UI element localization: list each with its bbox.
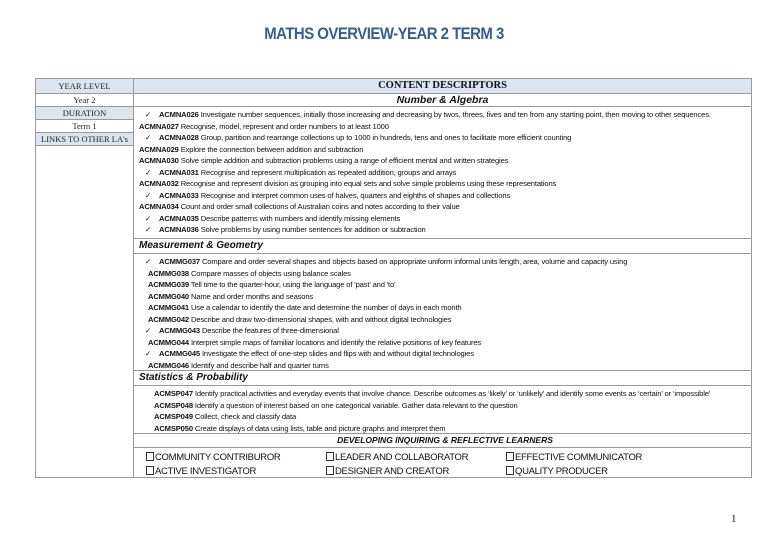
section-title: Statistics & Probability (134, 371, 751, 386)
descriptor-text: Investigate number sequences, initially those increasing and decreasing by twos, threes, fives and ten from any starting point, then moving to other sequences. (200, 110, 711, 119)
content-column (134, 79, 751, 477)
descriptor-code: ACMNA036 (159, 225, 199, 234)
descriptor-text: Describe patterns with numbers and identify missing elements (200, 213, 401, 223)
descriptor-code: ACMMG042 (148, 314, 189, 324)
descriptor-item (139, 268, 743, 280)
descriptor-code: ACMNA035 (159, 213, 199, 223)
descriptor-text: Investigate the effect of one-step slides and flips with and without digital technologies (201, 349, 474, 358)
descriptor-item (139, 279, 743, 291)
descriptor-code: ACMNA032 (139, 179, 179, 188)
descriptor-item (139, 337, 743, 349)
learner-option[interactable] (326, 451, 506, 465)
section-title: Measurement & Geometry (134, 239, 751, 254)
year-value: Year 2 (36, 94, 133, 107)
descriptor-item (139, 411, 743, 423)
descriptor-item (139, 348, 743, 360)
descriptor-item (139, 291, 743, 303)
content-header: CONTENT DESCRIPTORS (134, 79, 751, 94)
descriptor-code: ACMNA026 (159, 110, 199, 119)
descriptor-item (139, 132, 743, 144)
descriptor-item (139, 144, 743, 156)
descriptor-item (139, 360, 743, 372)
descriptor-code: ACMSP047 (154, 389, 193, 398)
descriptor-text: Describe and draw two-dimensional shapes, with and without digital technologies (190, 314, 452, 324)
learners-grid (134, 448, 751, 479)
descriptor-item (139, 213, 743, 225)
descriptor-text: Count and order small collections of Australian coins and notes according to their value (180, 202, 460, 211)
descriptor-text: Recognise and interpret common uses of halves, quarters and eighths of shapes and collections (200, 190, 511, 200)
descriptor-code: ACMNA027 (139, 121, 179, 131)
descriptor-text: Compare and order several shapes and objects based on appropriate uniform informal units length, area, volume and capacity using (201, 257, 628, 266)
learner-option[interactable] (146, 451, 326, 465)
descriptor-code: ACMNA031 (159, 167, 199, 177)
learner-option[interactable] (146, 465, 326, 479)
learner-option[interactable] (506, 465, 686, 479)
descriptor-code: ACMNA033 (159, 190, 199, 200)
descriptor-text: Recognise and represent multiplication as repeated addition, groups and arrays (200, 167, 457, 177)
page-number: 1 (731, 513, 737, 525)
descriptor-item (139, 325, 743, 337)
checkbox[interactable] (146, 466, 154, 475)
descriptor-code: ACMMG040 (148, 291, 189, 301)
descriptor-text: Describe the features of three-dimensional (201, 326, 339, 335)
descriptor-text: Identify a question of interest based on one categorical variable. Gather data relevant to the question (194, 400, 518, 410)
learner-option[interactable] (326, 465, 506, 479)
checkbox[interactable] (506, 466, 514, 475)
checkmark-icon: ✓ (145, 213, 152, 223)
learner-label: EFFECTIVE COMMUNICATOR (515, 452, 643, 463)
section-body (134, 386, 751, 434)
descriptor-code: ACMNA029 (139, 144, 179, 154)
descriptor-text: Tell time to the quarter-hour, using the language of 'past' and 'to' (190, 280, 396, 289)
descriptor-item (139, 178, 743, 190)
descriptor-text: Interpret simple maps of familiar locations and identify the relative positions of key features (190, 337, 482, 347)
learner-label: LEADER AND COLLABORATOR (335, 452, 469, 463)
descriptor-text: Identify practical activities and everyday events that involve chance. Describe outcomes as ‘likely’ or ‘unlikely’ and identify some events as ‘certain’ or ‘impossible’ (194, 389, 711, 398)
learner-label: DESIGNER AND CREATOR (335, 466, 450, 477)
descriptor-code: ACMMG044 (148, 337, 189, 347)
descriptor-code: ACMMG045 (159, 349, 200, 358)
duration-label: DURATION (36, 107, 133, 120)
checkbox[interactable] (506, 452, 514, 461)
checkmark-icon: ✓ (145, 326, 152, 335)
checkmark-icon: ✓ (145, 190, 152, 200)
checkbox[interactable] (146, 452, 154, 461)
descriptor-item (139, 314, 743, 326)
descriptor-item (139, 256, 743, 268)
descriptor-text: Solve simple addition and subtraction problems using a range of efficient mental and written strategies (180, 156, 509, 165)
descriptor-item (139, 201, 743, 213)
checkmark-icon: ✓ (145, 133, 152, 142)
descriptor-item (139, 224, 743, 236)
descriptor-text: Explore the connection between addition and subtraction (180, 144, 364, 154)
overview-table (35, 78, 752, 478)
duration-value: Term 1 (36, 120, 133, 133)
descriptor-code: ACMNA034 (139, 202, 179, 211)
descriptor-text: Group, partition and rearrange collections up to 1000 in hundreds, tens and ones to facilitate more efficient counting (200, 133, 572, 142)
descriptor-item (139, 388, 743, 400)
checkmark-icon: ✓ (145, 110, 152, 119)
section-body (134, 107, 751, 239)
section-body (134, 254, 751, 371)
descriptor-code: ACMNA030 (139, 156, 179, 165)
learner-option[interactable] (506, 451, 686, 465)
descriptor-code: ACMSP048 (154, 400, 193, 410)
descriptor-code: ACMSP049 (154, 412, 193, 421)
links-label: LINKS TO OTHER LA's (36, 133, 133, 146)
page-title: MATHS OVERVIEW-YEAR 2 TERM 3 (264, 24, 504, 43)
descriptor-code: ACMMG046 (148, 360, 189, 370)
checkmark-icon: ✓ (145, 167, 152, 177)
descriptor-text: Identify and describe half and quarter turns (190, 360, 329, 370)
descriptor-code: ACMMG038 (148, 268, 189, 278)
checkbox[interactable] (326, 452, 334, 461)
checkmark-icon: ✓ (145, 257, 152, 266)
left-column (36, 79, 134, 477)
descriptor-text: Use a calendar to identify the date and determine the number of days in each month (190, 303, 462, 312)
descriptor-text: Solve problems by using number sentences for addition or subtraction (200, 225, 426, 234)
descriptor-text: Collect, check and classify data (194, 412, 297, 421)
descriptor-code: ACMNA028 (159, 133, 199, 142)
descriptor-item (139, 121, 743, 133)
descriptor-code: ACMSP050 (154, 423, 193, 433)
learner-label: COMMUNITY CONTRIBUROR (155, 452, 281, 463)
descriptor-item (139, 400, 743, 412)
descriptor-code: ACMMG037 (159, 257, 200, 266)
descriptor-item (139, 155, 743, 167)
descriptor-item (139, 302, 743, 314)
checkbox[interactable] (326, 466, 334, 475)
descriptor-text: Recognise and represent division as grouping into equal sets and solve simple problems using these representations (180, 179, 557, 188)
year-level-label: YEAR LEVEL (36, 79, 133, 94)
descriptor-item (139, 190, 743, 202)
descriptor-text: Name and order months and seasons (190, 291, 314, 301)
descriptor-code: ACMMG039 (148, 280, 189, 289)
learners-title: DEVELOPING INQUIRING & REFLECTIVE LEARNERS (134, 434, 751, 448)
descriptor-item (139, 423, 743, 435)
descriptor-code: ACMMG041 (148, 303, 189, 312)
checkmark-icon: ✓ (145, 225, 152, 234)
checkmark-icon: ✓ (145, 349, 152, 358)
descriptor-code: ACMMG043 (159, 326, 200, 335)
descriptor-text: Recognise, model, represent and order numbers to at least 1000 (180, 121, 389, 131)
section-title: Number & Algebra (134, 94, 751, 107)
learner-label: ACTIVE INVESTIGATOR (155, 466, 257, 477)
learner-label: QUALITY PRODUCER (515, 466, 608, 477)
descriptor-item (139, 109, 743, 121)
descriptor-text: Compare masses of objects using balance scales (190, 268, 351, 278)
descriptor-item (139, 167, 743, 179)
descriptor-text: Create displays of data using lists, table and picture graphs and interpret them (194, 423, 446, 433)
